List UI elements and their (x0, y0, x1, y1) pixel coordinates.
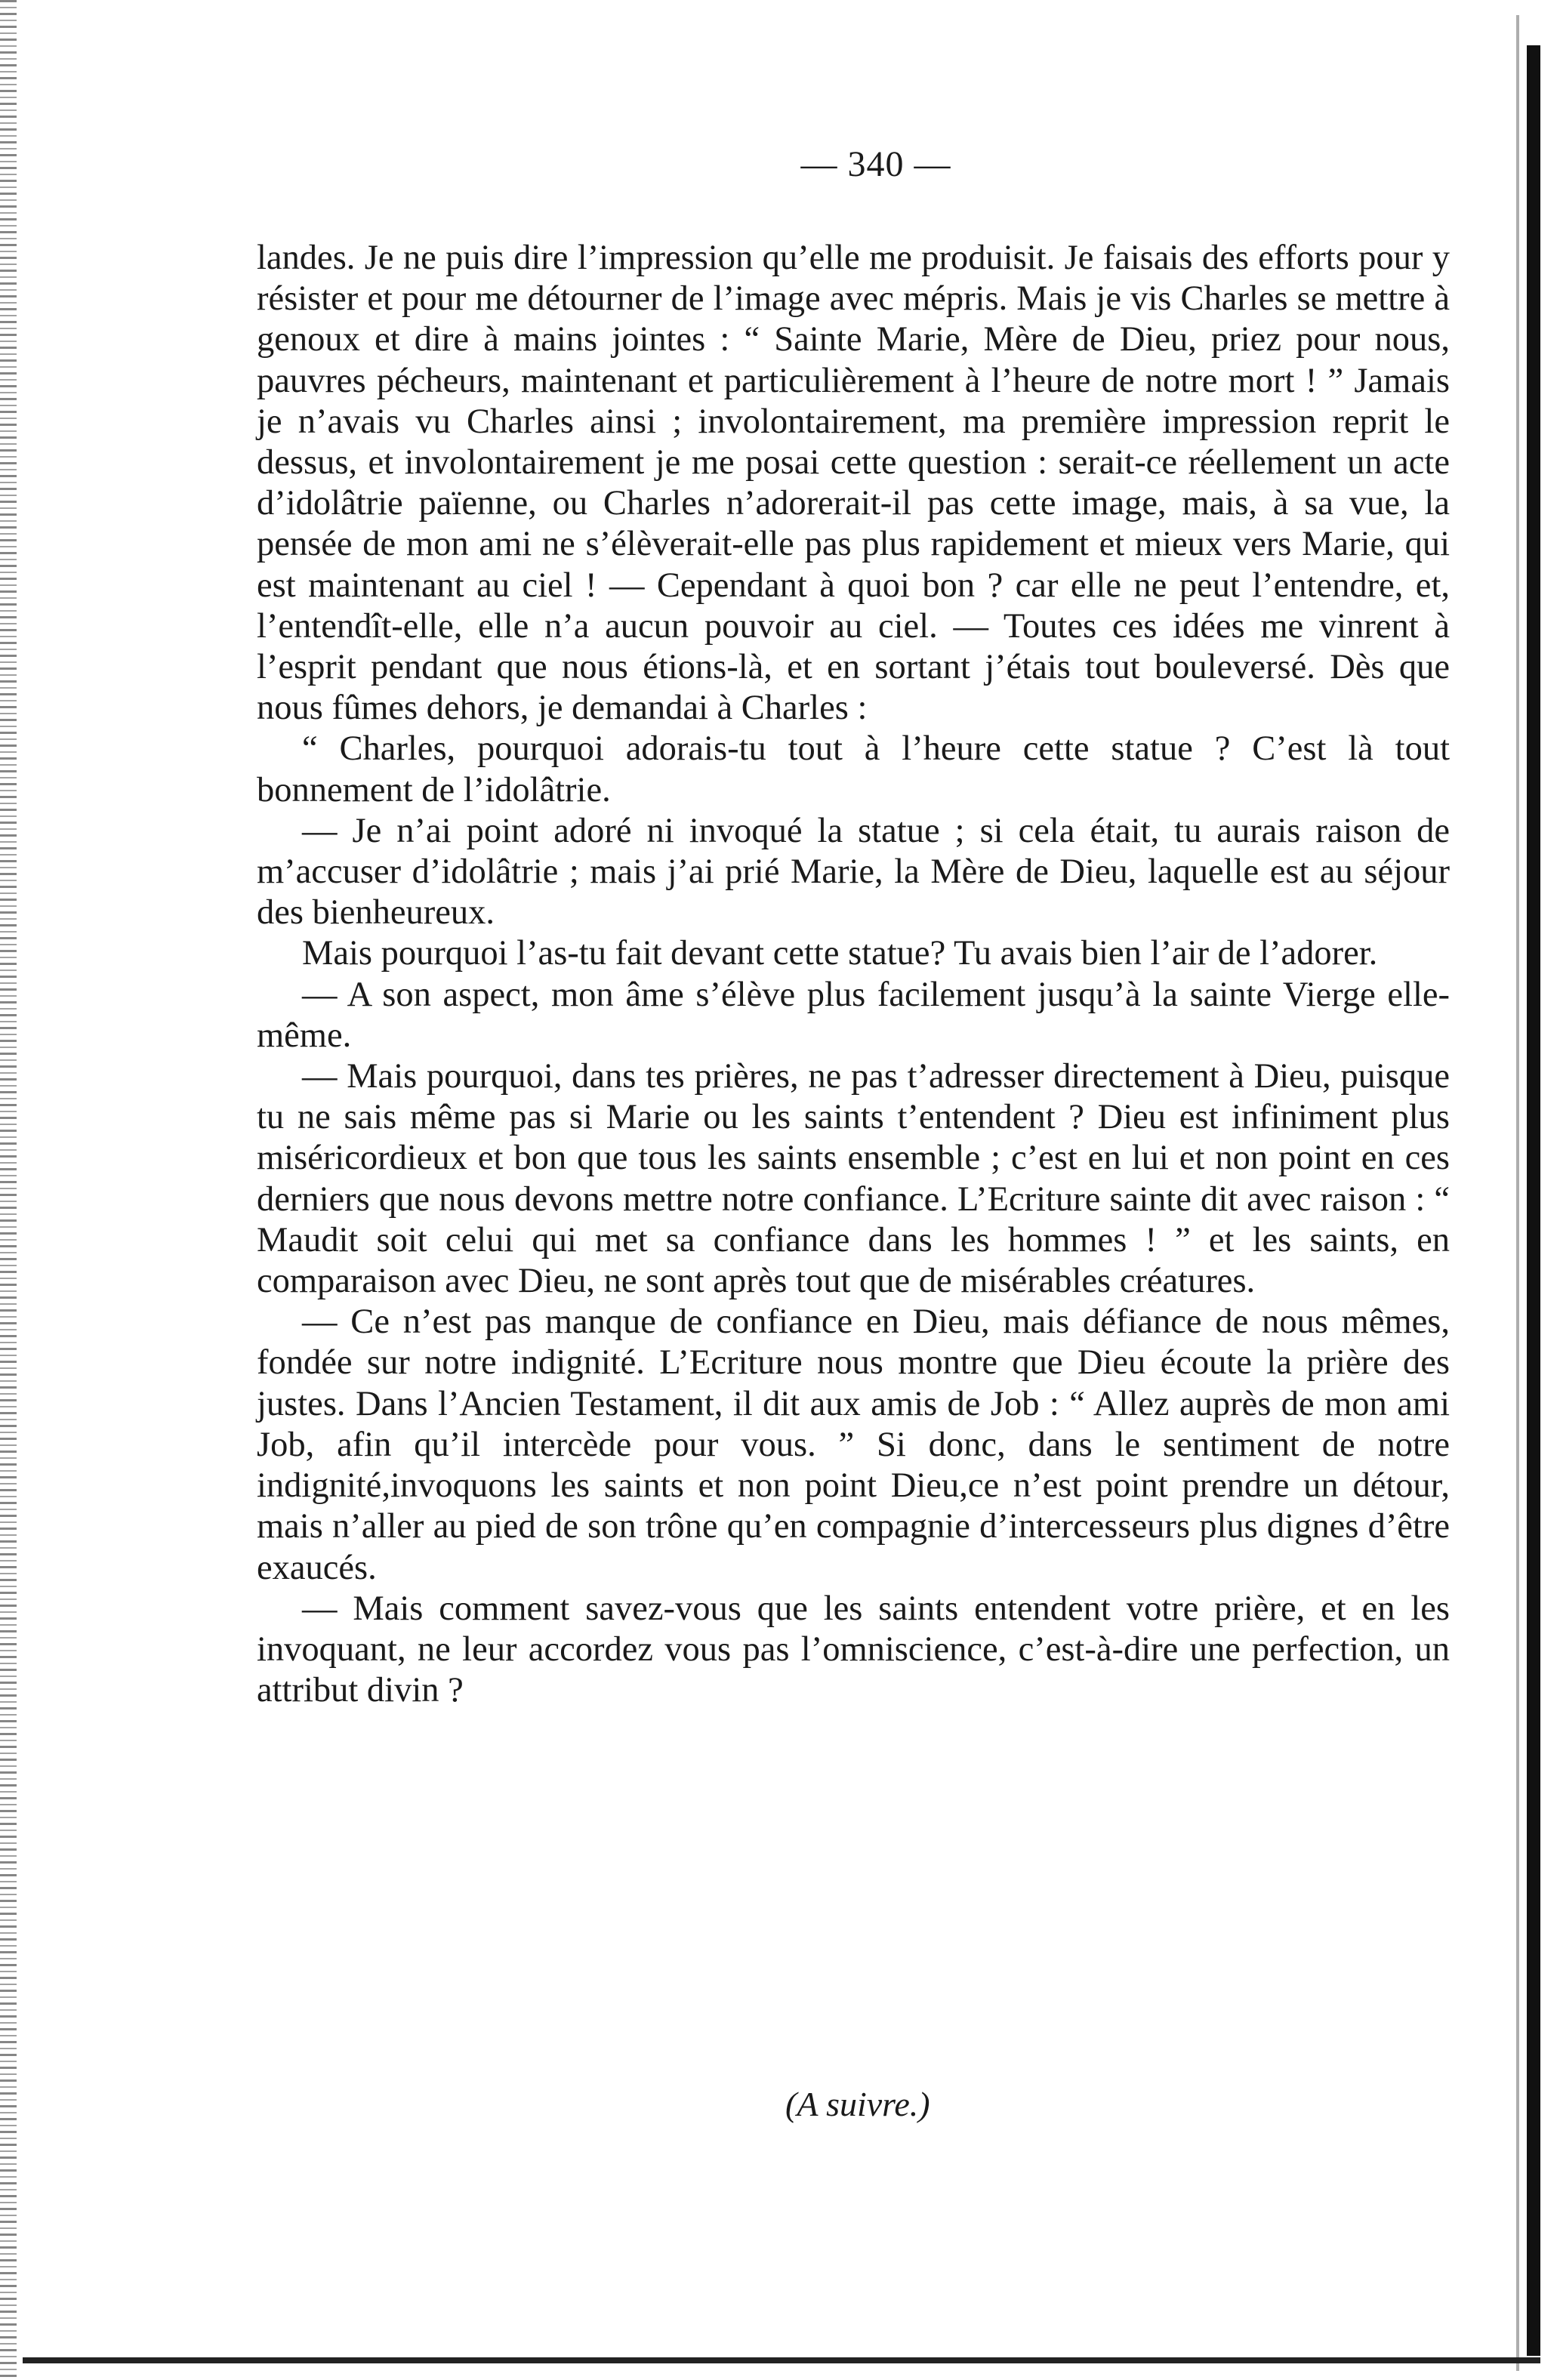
paragraph: — Mais pourquoi, dans tes prières, ne pas t’adresser directement à Dieu, puisque tu ne sais même pas si Marie ou les saints t’entendent ? Dieu est infiniment plus miséricordieux et bon que tous les saints ensemble ; c’est en lui et non point en ces derniers que nous devons mettre notre confiance. L’Ecriture sainte dit avec raison : “ Maudit soit celui qui met sa confiance dans les hommes ! ” et les saints, en comparaison avec Dieu, ne sont après tout que de misérables créatures. (257, 1057, 1450, 1301)
paragraph: — Mais comment savez-vous que les saints entendent votre prière, et en les invoquant, ne leur accordez vous pas l’omniscience, c’est-à-dire une perfection, un attribut divin ? (257, 1589, 1450, 1710)
to-be-continued-note: (A suivre.) (785, 2085, 930, 2123)
scan-right-border (1527, 45, 1540, 2356)
paragraph: Mais pourquoi l’as-tu fait devant cette statue? Tu avais bien l’air de l’adorer. (302, 934, 1378, 973)
paragraph: landes. Je ne puis dire l’impression qu’elle me produisit. Je faisais des efforts pour y résister et pour me détourner de l’image avec mépris. Mais je vis Charles se mettre à genoux et dire à mains jointes : “ Sainte Marie, Mère de Dieu, priez pour nous, pauvres pécheurs, maintenant et particulièrement à l’heure de notre mort ! ” Jamais je n’avais vu Charles ainsi ; involontairement, ma première impression reprit le dessus, et involontairement je me posai cette question : serait-ce réellement un acte d’idolâtrie païenne, ou Charles n’adorerait-il pas cette image, mais, à sa vue, la pensée de mon ami ne s’élèverait-elle pas plus rapidement et mieux vers Marie, qui est maintenant au ciel ! — Cependant à quoi bon ? car elle ne peut l’entendre, et, l’entendît-elle, elle n’a aucun pouvoir au ciel. — Toutes ces idées me vinrent à l’esprit pendant que nous étions-là, et en sortant j’étais tout bouleversé. Dès que nous fûmes dehors, je demandai à Charles : (257, 239, 1450, 728)
scan-left-edge (0, 0, 17, 2380)
page-body (257, 143, 1450, 1711)
scan-bottom-border (23, 2357, 1540, 2363)
scan-right-shadow (1516, 15, 1519, 2371)
paragraph: — Je n’ai point adoré ni invoqué la statue ; si cela était, tu aurais raison de m’accuser d’idolâtrie ; mais j’ai prié Marie, la Mère de Dieu, laquelle est au séjour des bienheureux. (257, 811, 1450, 933)
page-number: — 340 — (800, 144, 951, 184)
paragraph: — A son aspect, mon âme s’élève plus facilement jusqu’à la sainte Vierge elle-même. (257, 975, 1450, 1055)
paragraph: “ Charles, pourquoi adorais-tu tout à l’heure cette statue ? C’est là tout bonnement de l’idolâtrie. (257, 729, 1450, 809)
paragraph: — Ce n’est pas manque de confiance en Dieu, mais défiance de nous mêmes, fondée sur notre indignité. L’Ecriture nous montre que Dieu écoute la prière des justes. Dans l’Ancien Testament, il dit aux amis de Job : “ Allez auprès de mon ami Job, afin qu’il intercède pour vous. ” Si donc, dans le sentiment de notre indignité,invoquons les saints et non point Dieu,ce n’est point prendre un détour, mais n’aller au pied de son trône qu’en compagnie d’intercesseurs plus dignes d’être exaucés. (257, 1303, 1450, 1587)
page-text (257, 238, 1450, 1711)
